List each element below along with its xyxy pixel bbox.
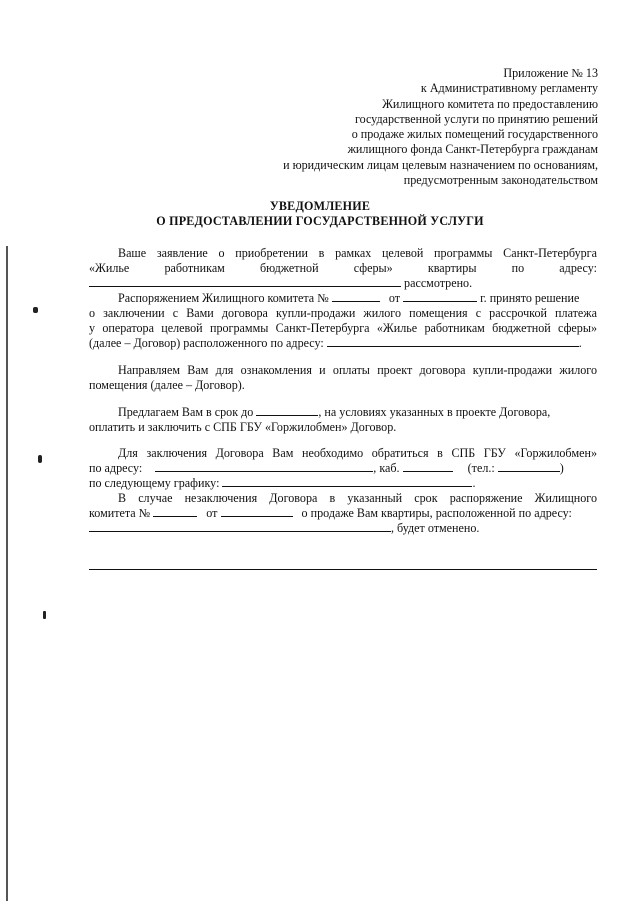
paragraph-1-line-2: «Жилье работникам бюджетной сферы» квартиры по адресу: (89, 261, 597, 275)
scan-mark (43, 611, 46, 619)
paragraph-4-line-1 (89, 405, 597, 419)
room-label: , каб. (373, 461, 400, 475)
title-line-1: УВЕДОМЛЕНИЕ (269, 199, 371, 213)
phone-close: ) (559, 461, 564, 475)
phone-label: (тел.: (467, 461, 495, 475)
paragraph-3-line-2: помещения (далее – Договор). (89, 378, 245, 392)
deadline-blank[interactable] (256, 405, 318, 416)
room-blank[interactable] (403, 461, 453, 472)
committee-date-blank[interactable] (221, 506, 293, 517)
apartment-address-blank[interactable] (89, 521, 391, 532)
paragraph-5-line-3: по следующему графику: . (89, 476, 476, 490)
header-line: Приложение № 13 (503, 66, 598, 80)
header-line: государственной услуги по принятию решений (354, 111, 598, 126)
decision-text: г. принято решение (480, 291, 580, 305)
schedule-blank[interactable] (222, 476, 472, 487)
reviewed-text: рассмотрено. (404, 276, 473, 290)
deadline-text: Предлагаем Вам в срок до (118, 405, 254, 419)
header-line: предусмотренным законодательством (403, 173, 598, 188)
paragraph-5-line-2 (89, 461, 597, 475)
attachment-header (218, 66, 598, 188)
paragraph-1-line-3 (89, 276, 597, 290)
header-line: к Административному регламенту (420, 81, 598, 96)
sale-text: о продаже Вам квартиры, расположенной по адресу: (301, 506, 572, 520)
schedule-label: по следующему графику: (89, 476, 220, 490)
from-text: от (388, 291, 400, 305)
header-line: Жилищного комитета по предоставлению (382, 96, 598, 111)
paragraph-6-line-3 (89, 521, 597, 535)
address-blank[interactable] (89, 276, 401, 287)
from-text-2: от (206, 506, 218, 520)
committee-number-label: комитета № (89, 506, 151, 520)
paragraph-2-line-4: (далее – Договор) расположенного по адресу: . (89, 336, 582, 350)
office-address-label: по адресу: (89, 461, 143, 475)
footer-rule (89, 569, 597, 570)
office-address-blank[interactable] (155, 461, 373, 472)
scan-mark (38, 455, 42, 463)
header-line: о продаже жилых помещений государственного (351, 127, 598, 142)
paragraph-2-line-2: о заключении с Вами договора купли-продажи жилого помещения с рассрочкой платежа (89, 306, 597, 320)
terms-text: , на условиях указанных в проекте Договора, (318, 405, 551, 419)
paragraph-6-line-1: В случае незаключения Договора в указанный срок распоряжение Жилищного (118, 491, 597, 505)
header-line: жилищного фонда Санкт-Петербурга гражданам (347, 142, 598, 157)
decree-number-blank[interactable] (332, 291, 380, 302)
title-line-2: О ПРЕДОСТАВЛЕНИИ ГОСУДАРСТВЕННОЙ УСЛУГИ (156, 214, 484, 228)
paragraph-5-line-1: Для заключения Договора Вам необходимо обратиться в СПБ ГБУ «Горжилобмен» (118, 446, 597, 460)
scan-mark (33, 307, 38, 313)
header-line: и юридическим лицам целевым назначением по основаниям, (283, 157, 598, 172)
scan-edge-line (6, 246, 8, 901)
committee-number-blank[interactable] (153, 506, 197, 517)
paragraph-4-line-2: оплатить и заключить с СПБ ГБУ «Горжилобмен» Договор. (89, 420, 397, 434)
paragraph-3-line-1: Направляем Вам для ознакомления и оплаты проект договора купли-продажи жилого (118, 363, 597, 377)
decree-date-blank[interactable] (403, 291, 477, 302)
decree-text: Распоряжением Жилищного комитета № (118, 291, 329, 305)
paragraph-2-line-1 (89, 291, 597, 305)
phone-blank[interactable] (498, 461, 560, 472)
located-address-text: (далее – Договор) расположенного по адресу: (89, 336, 324, 350)
paragraph-2-line-3: у оператора целевой программы Санкт-Петербурга «Жилье работникам бюджетной сферы» (89, 321, 597, 335)
paragraph-1-line-1: Ваше заявление о приобретении в рамках целевой программы Санкт-Петербурга (118, 246, 597, 260)
cancelled-text: , будет отменено. (391, 521, 480, 535)
paragraph-6-line-2 (89, 506, 597, 520)
document-title (0, 199, 640, 229)
located-address-blank[interactable] (327, 336, 579, 347)
